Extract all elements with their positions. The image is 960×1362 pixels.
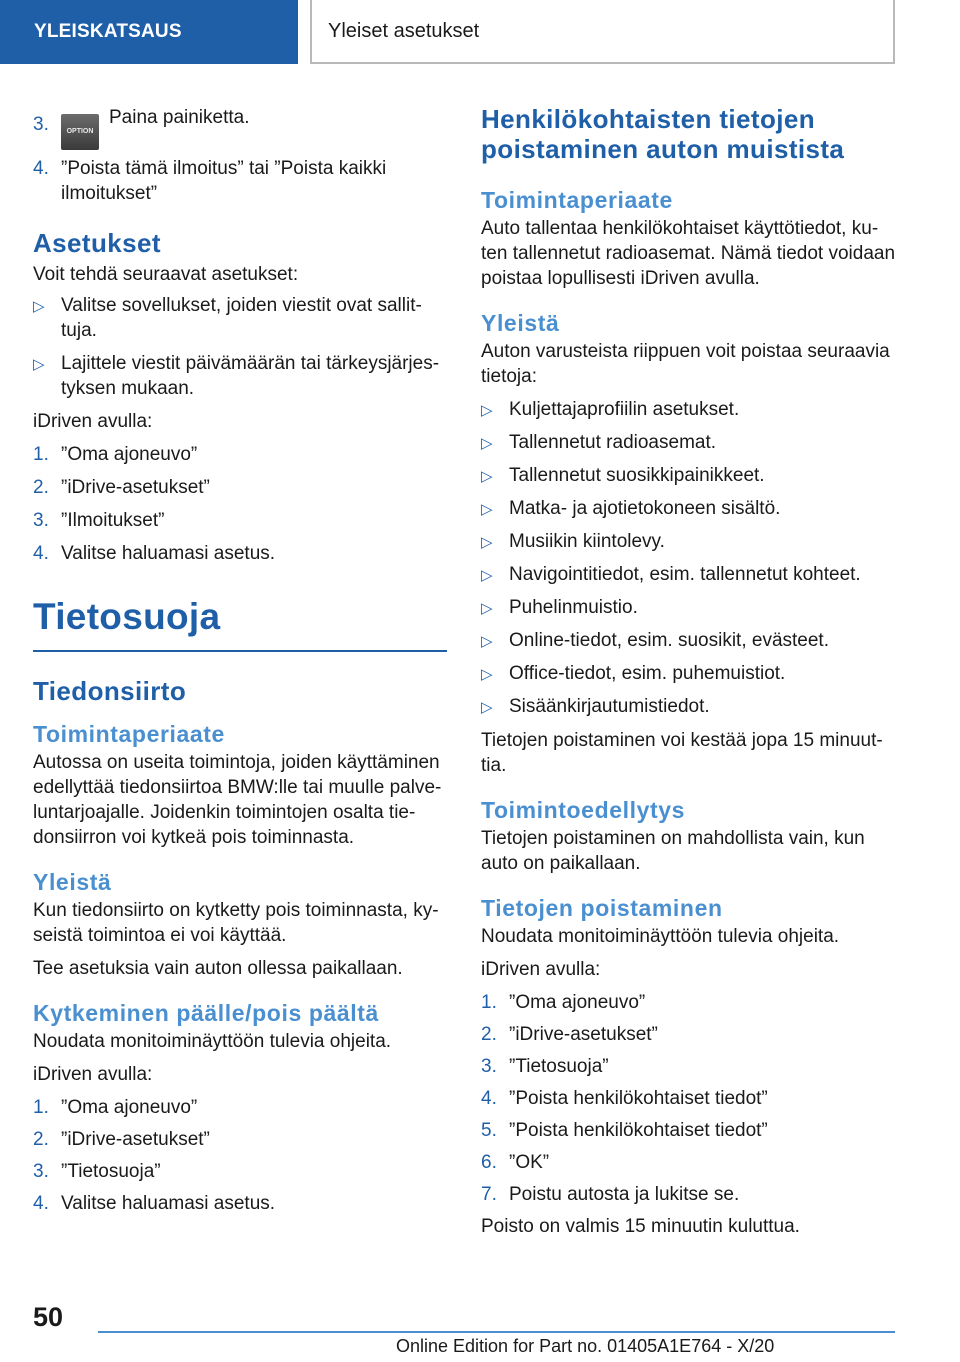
triangle-bullet-icon: ▷	[481, 402, 493, 419]
triangle-bullet-icon: ▷	[481, 600, 493, 617]
triangle-bullet-icon: ▷	[481, 534, 493, 551]
bullet-text: Lajittele viestit päivämäärän tai tärkeysjärjestyksen mukaan.	[61, 353, 440, 399]
bullet-text: Online-tiedot, esim. suosikit, evästeet.	[509, 630, 829, 651]
paragraph: Noudata monitoiminäyttöön tulevia ohjeita.	[33, 1031, 392, 1052]
step-number: 1.	[33, 444, 49, 465]
subheading: Toimintoedellytys	[481, 797, 686, 823]
subheading: Kytkeminen päälle/pois päältä	[33, 1000, 379, 1026]
triangle-bullet-icon: ▷	[481, 633, 493, 650]
list-item	[33, 1191, 447, 1216]
triangle-bullet-icon: ▷	[481, 666, 493, 683]
subheading: Toimintaperiaate	[33, 721, 225, 747]
step-number: 6.	[481, 1152, 497, 1173]
footer-divider	[98, 1331, 895, 1333]
paragraph: Voit tehdä seuraavat asetukset:	[33, 264, 299, 285]
list-item	[481, 1150, 897, 1175]
option-button-icon: OPTION	[61, 114, 99, 150]
list-item	[481, 1022, 897, 1047]
step-number: 2.	[33, 1129, 49, 1150]
step-number: 1.	[481, 992, 497, 1013]
step-number: 3.	[481, 1056, 497, 1077]
step-number: 4.	[33, 1193, 49, 1214]
chapter-title: Tietosuoja	[33, 596, 221, 637]
step-number: 5.	[481, 1120, 497, 1141]
list-item	[481, 1086, 897, 1111]
paragraph: Tee asetuksia vain auton ollessa paikallaan.	[33, 958, 403, 979]
step-number: 4.	[33, 158, 49, 179]
paragraph: Noudata monitoiminäyttöön tulevia ohjeita.	[481, 926, 840, 947]
chapter-tab: Yleiset asetukset	[310, 0, 895, 64]
list-item	[33, 541, 447, 566]
bullet-text: Sisäänkirjautumistiedot.	[509, 696, 710, 717]
list-item	[33, 100, 447, 150]
list-item	[481, 1118, 897, 1143]
list-item	[481, 990, 897, 1015]
list-item	[481, 463, 897, 489]
step-text: ”iDrive-asetukset”	[61, 1129, 210, 1150]
step-text: ”Tietosuoja”	[61, 1161, 161, 1182]
triangle-bullet-icon: ▷	[481, 468, 493, 485]
step-text: ”Oma ajoneuvo”	[509, 992, 646, 1013]
step-text: ”Oma ajoneuvo”	[61, 1097, 198, 1118]
list-item	[481, 529, 897, 555]
list-item	[481, 694, 897, 720]
step-number: 3.	[33, 1161, 49, 1182]
subheading: Toimintaperiaate	[481, 187, 673, 213]
step-number: 7.	[481, 1184, 497, 1205]
step-text: ”OK”	[509, 1152, 550, 1173]
paragraph: Poisto on valmis 15 minuutin kuluttua.	[481, 1216, 800, 1237]
step-text: ”iDrive-asetukset”	[61, 477, 210, 498]
bullet-text: Kuljettajaprofiilin asetukset.	[509, 399, 740, 420]
list-item	[33, 508, 447, 533]
paragraph: Tietojen poistaminen on mahdollista vain, kun auto on paikallaan.	[481, 828, 865, 874]
paragraph: Auto tallentaa henkilökohtaiset käyttötiedot, kuten tallennetut radioasemat. Nämä tiedot voidaan poistaa lopullisesti iDriven avulla.	[481, 218, 896, 289]
list-item	[33, 1159, 447, 1184]
step-text: ”Oma ajoneuvo”	[61, 444, 198, 465]
right-column	[481, 104, 897, 1239]
bullet-text: Musiikin kiintolevy.	[509, 531, 665, 552]
bullet-text: Matka- ja ajotietokoneen sisältö.	[509, 498, 781, 519]
list-item	[481, 562, 897, 588]
step-number: 4.	[481, 1088, 497, 1109]
step-text: ”Tietosuoja”	[509, 1056, 609, 1077]
list-item	[33, 442, 447, 467]
step-number: 2.	[33, 477, 49, 498]
paragraph: Auton varusteista riippuen voit poistaa seuraavia tietoja:	[481, 341, 890, 387]
section-heading-tiedonsiirto: Tiedonsiirto	[33, 676, 187, 706]
step-number: 3.	[33, 114, 49, 135]
subheading: Yleistä	[33, 869, 112, 895]
steps-list	[33, 442, 447, 566]
paragraph: iDriven avulla:	[33, 411, 153, 432]
paragraph: iDriven avulla:	[481, 959, 601, 980]
section-tab: YLEISKATSAUS	[0, 0, 298, 64]
section-heading-henkilokohtaiset: Henkilökohtaisten tietojen poistaminen auton muistista	[481, 104, 845, 164]
step-text: Valitse haluamasi asetus.	[61, 1193, 276, 1214]
list-item	[33, 156, 447, 206]
list-item	[33, 1127, 447, 1152]
step-number: 4.	[33, 543, 49, 564]
top-steps	[33, 100, 447, 206]
triangle-bullet-icon: ▷	[33, 298, 45, 315]
step-text: Poistu autosta ja lukitse se.	[509, 1184, 740, 1205]
list-item	[33, 293, 447, 343]
bullet-text: Tallennetut radioasemat.	[509, 432, 717, 453]
triangle-bullet-icon: ▷	[481, 567, 493, 584]
edition-text: Online Edition for Part no. 01405A1E764 - X/20	[396, 1336, 775, 1356]
step-text: ”iDrive-asetukset”	[509, 1024, 658, 1045]
list-item	[33, 351, 447, 401]
step-text: Valitse haluamasi asetus.	[61, 543, 276, 564]
list-item	[481, 496, 897, 522]
list-item	[481, 397, 897, 423]
paragraph: iDriven avulla:	[33, 1064, 153, 1085]
step-number: 3.	[33, 510, 49, 531]
step-number: 2.	[481, 1024, 497, 1045]
step-text: ”Poista tämä ilmoitus” tai ”Poista kaikki ilmoitukset”	[61, 158, 387, 204]
steps-list	[33, 1095, 447, 1216]
step-number: 1.	[33, 1097, 49, 1118]
step-text: ”Ilmoitukset”	[61, 510, 165, 531]
paragraph: Kun tiedonsiirto on kytketty pois toiminnasta, kyseistä toimintoa ei voi käyttää.	[33, 900, 439, 946]
triangle-bullet-icon: ▷	[33, 356, 45, 373]
list-item	[481, 595, 897, 621]
page-number: 50	[33, 1302, 64, 1332]
triangle-bullet-icon: ▷	[481, 501, 493, 518]
subheading: Yleistä	[481, 310, 560, 336]
steps-list	[481, 990, 897, 1207]
list-item	[481, 1182, 897, 1207]
section-heading-asetukset: Asetukset	[33, 228, 161, 258]
bullet-text: Office-tiedot, esim. puhemuistiot.	[509, 663, 786, 684]
bullet-text: Tallennetut suosikkipainikkeet.	[509, 465, 765, 486]
list-item	[481, 628, 897, 654]
triangle-bullet-icon: ▷	[481, 435, 493, 452]
subheading: Tietojen poistaminen	[481, 895, 723, 921]
list-item	[481, 661, 897, 687]
bullet-list	[33, 293, 447, 401]
bullet-text: Valitse sovellukset, joiden viestit ovat sallittuja.	[61, 295, 422, 341]
bullet-text: Puhelinmuistio.	[509, 597, 638, 618]
step-text: Paina painiketta.	[109, 107, 250, 128]
bullet-list	[481, 397, 897, 720]
list-item	[33, 475, 447, 500]
list-item	[33, 1095, 447, 1120]
paragraph: Autossa on useita toimintoja, joiden käyttäminen edellyttää tiedonsiirtoa BMW:lle tai muulle palveluntarjoajalle. Joidenkin toimintojen osalta tiedonsiirron voi kytkeä pois toiminnasta.	[33, 752, 442, 848]
paragraph: Tietojen poistaminen voi kestää jopa 15 minuuttia.	[481, 730, 883, 776]
step-text: ”Poista henkilökohtaiset tiedot”	[509, 1120, 768, 1141]
bullet-text: Navigointitiedot, esim. tallennetut kohteet.	[509, 564, 861, 585]
step-text: ”Poista henkilökohtaiset tiedot”	[509, 1088, 768, 1109]
left-column	[33, 100, 447, 1216]
list-item	[481, 430, 897, 456]
title-divider	[33, 650, 447, 652]
list-item	[481, 1054, 897, 1079]
triangle-bullet-icon: ▷	[481, 699, 493, 716]
